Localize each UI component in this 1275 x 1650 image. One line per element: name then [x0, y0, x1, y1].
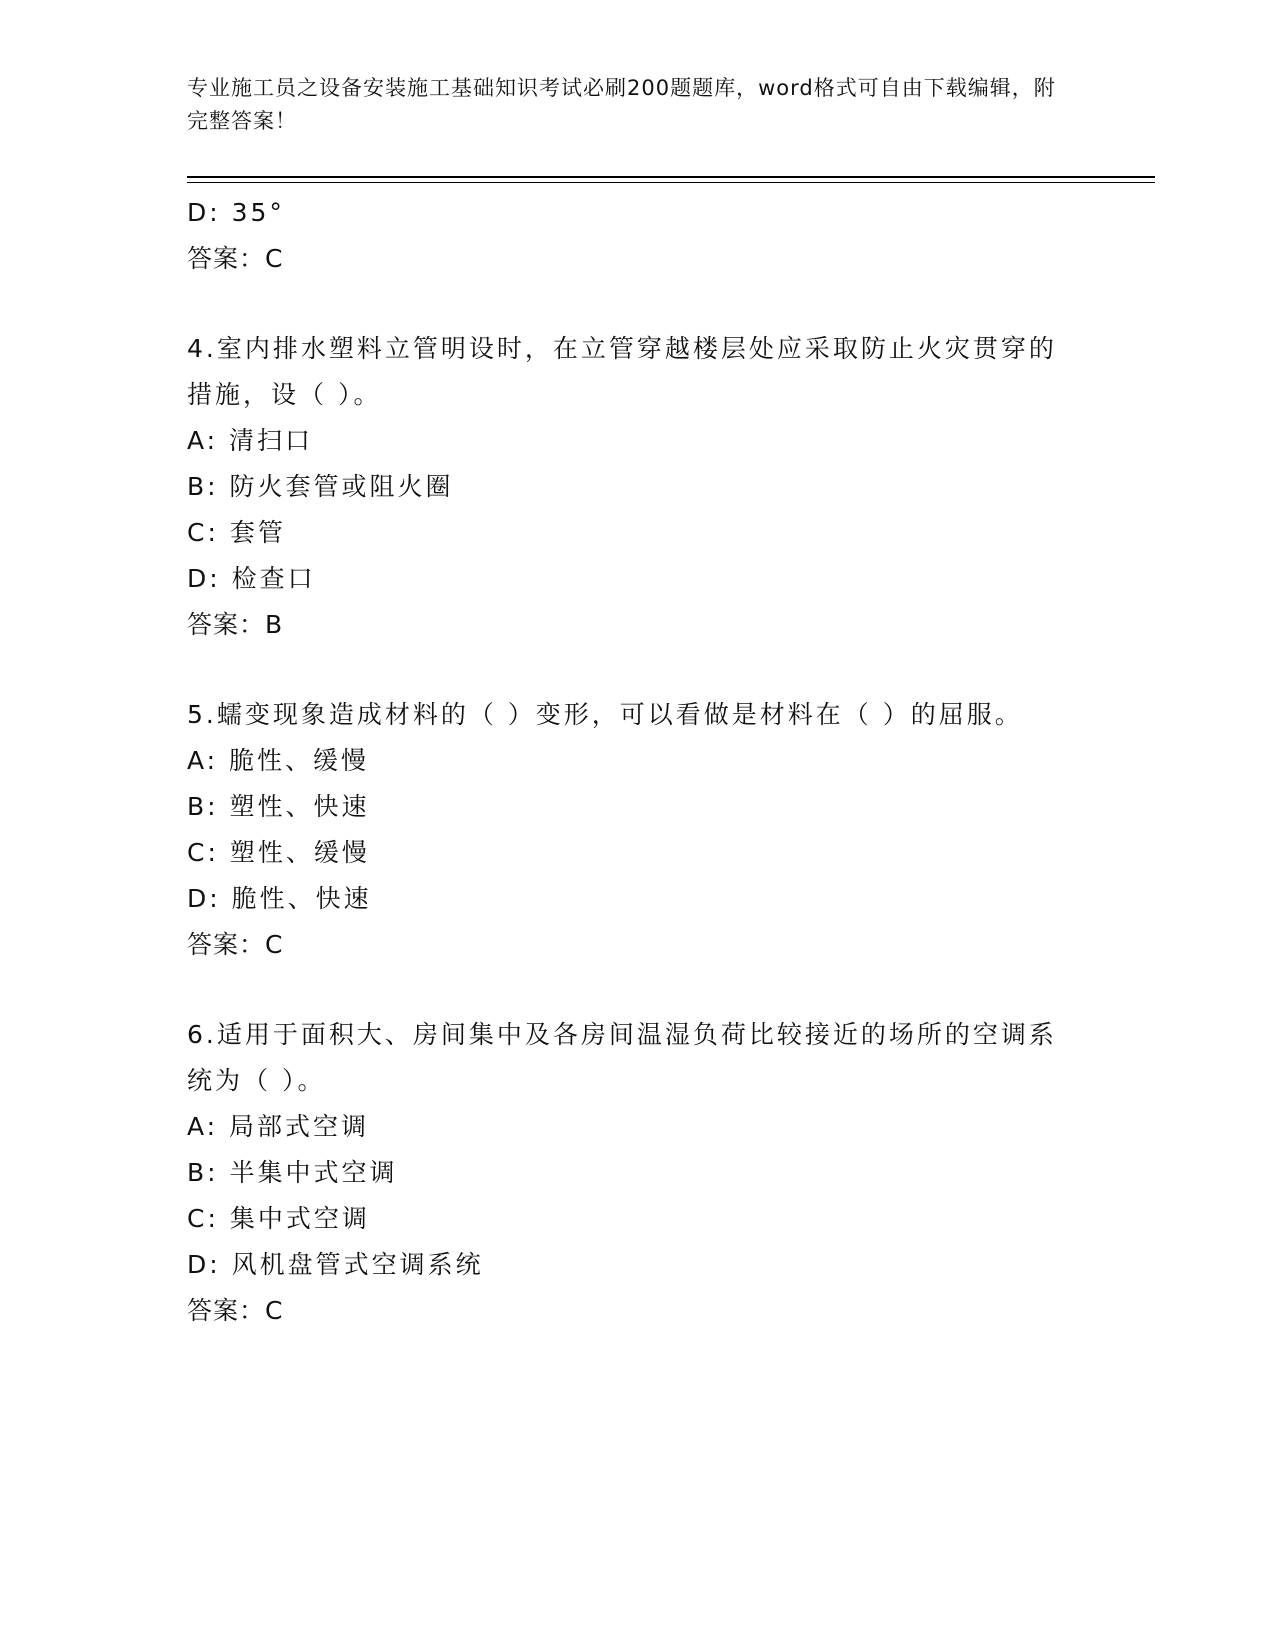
question-5: [187, 692, 1067, 968]
answer: 答案：B: [187, 610, 284, 639]
option-d-continued: D: 35°: [187, 198, 285, 227]
option-b: B: 半集中式空调: [187, 1158, 398, 1187]
question-stem: 5.蠕变现象造成材料的（ ）变形，可以看做是材料在（ ）的屈服。: [187, 700, 1023, 729]
option-c: C: 塑性、缓慢: [187, 838, 370, 867]
option-d: D: 风机盘管式空调系统: [187, 1250, 484, 1279]
question-stem: 4.室内排水塑料立管明设时，在立管穿越楼层处应采取防止火灾贯穿的措施，设（ ）。: [187, 334, 1057, 409]
option-a: A: 局部式空调: [187, 1112, 370, 1141]
header-divider-thick: [187, 176, 1155, 178]
question-4: [187, 326, 1067, 648]
answer-continued: 答案：C: [187, 244, 284, 273]
header-divider-thin: [187, 182, 1155, 183]
question-stem: 6.适用于面积大、房间集中及各房间温湿负荷比较接近的场所的空调系统为（ ）。: [187, 1020, 1057, 1095]
option-a: A: 清扫口: [187, 426, 314, 455]
option-d: D: 检查口: [187, 564, 316, 593]
question-list: [187, 190, 1067, 1334]
document-header: 专业施工员之设备安装施工基础知识考试必刷200题题库，word格式可自由下载编辑，附完整答案！: [187, 76, 1056, 133]
option-a: A: 脆性、缓慢: [187, 746, 370, 775]
option-c: C: 集中式空调: [187, 1204, 370, 1233]
option-b: B: 塑性、快速: [187, 792, 370, 821]
option-d: D: 脆性、快速: [187, 884, 372, 913]
option-b: B: 防火套管或阻火圈: [187, 472, 454, 501]
question-6: [187, 1012, 1067, 1334]
option-c: C: 套管: [187, 518, 286, 547]
answer: 答案：C: [187, 1296, 284, 1325]
answer: 答案：C: [187, 930, 284, 959]
